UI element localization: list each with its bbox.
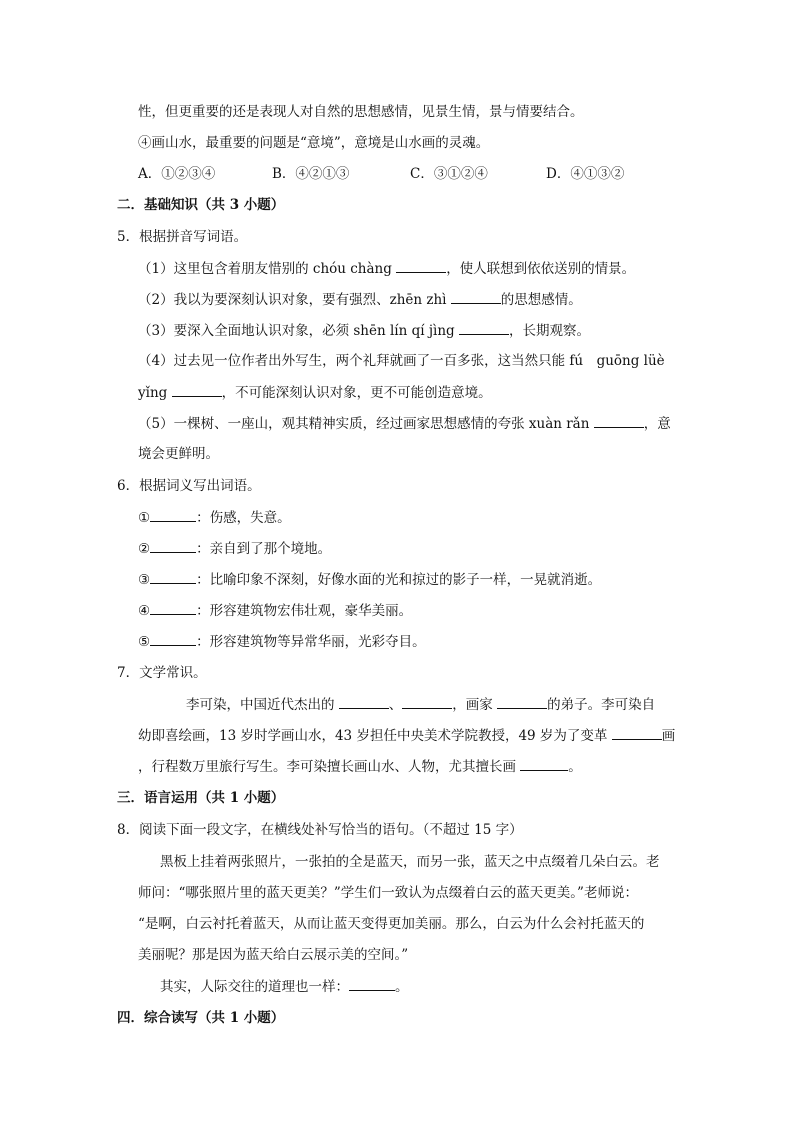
item-definition: ：伤感，失意。 — [196, 510, 291, 526]
q6-stem: 6．根据词义写出词语。 — [117, 478, 261, 494]
q7-text: 的弟子。李可染自 — [547, 697, 656, 713]
section-2-heading: 二．基础知识（共 3 小题） — [117, 197, 285, 213]
answer-blank[interactable] — [150, 569, 196, 584]
answer-blank[interactable] — [402, 694, 452, 709]
option-b: B．④②①③ — [272, 166, 350, 182]
q4-text-line: 性，但更重要的还是表现人对自然的思想感情，见景生情，景与情要结合。 — [138, 104, 584, 120]
q7-text: 幼即喜绘画，13 岁时学画山水，43 岁担任中央美术学院教授，49 岁为了变革 — [138, 728, 608, 744]
q5-item-5-cont: 境会更鲜明。 — [138, 446, 219, 462]
q5-item-2-text: （2）我以为要深刻认识对象，要有强烈、zhēn zhì — [138, 292, 447, 308]
item-number: ④ — [138, 603, 151, 619]
q7-paragraph-line — [138, 725, 675, 746]
answer-blank[interactable] — [459, 320, 509, 335]
q5-item-1 — [138, 258, 635, 279]
q5-item-5-text: （5）一棵树、一座山，观其精神实质，经过画家思想感情的夸张 xuàn rǎn — [138, 416, 590, 432]
q8-passage-line: “是啊，白云衬托着蓝天，从而让蓝天变得更加美丽。那么，白云为什么会衬托蓝天的 — [138, 916, 645, 932]
option-c: C．③①②④ — [410, 166, 488, 182]
q5-item-1-text: （1）这里包含着朋友惜别的 chóu chàng — [138, 261, 392, 277]
q4-item-4: ④画山水，最重要的问题是“意境”，意境是山水画的灵魂。 — [138, 135, 490, 151]
item-definition: ：比喻印象不深刻，好像水面的光和掠过的影子一样，一晃就消逝。 — [196, 572, 602, 588]
q6-item — [138, 631, 426, 652]
q5-item-4-rest: ，不可能深刻认识对象，更不可能创造意境。 — [221, 385, 492, 401]
item-definition: ：亲自到了那个境地。 — [196, 541, 332, 557]
q7-text: 。 — [568, 759, 582, 775]
item-number: ② — [138, 541, 151, 557]
answer-blank[interactable] — [150, 600, 196, 615]
q5-item-4-cont — [138, 382, 492, 403]
q7-text: 、 — [388, 697, 403, 713]
q7-text: ，画家 — [452, 697, 493, 713]
q8-text: 其实，人际交往的道理也一样： — [160, 979, 349, 995]
answer-blank[interactable] — [451, 289, 501, 304]
q7-paragraph-line — [186, 694, 655, 715]
q5-item-2 — [138, 289, 582, 310]
option-d: D．④①③② — [546, 166, 625, 182]
answer-blank[interactable] — [349, 976, 395, 991]
q5-item-3-text: （3）要深入全面地认识对象，必须 shēn lín qí jìng — [138, 323, 455, 339]
answer-blank[interactable] — [497, 694, 547, 709]
item-number: ⑤ — [138, 634, 151, 650]
q8-passage-line: 美丽呢？那是因为蓝天给白云展示美的空间。” — [138, 947, 409, 963]
q7-text: 画 — [661, 728, 676, 744]
q6-item — [138, 507, 291, 528]
answer-blank[interactable] — [150, 507, 196, 522]
item-definition: ：形容建筑物宏伟壮观，豪华美丽。 — [196, 603, 413, 619]
answer-blank[interactable] — [612, 725, 662, 740]
q5-item-1-rest: ，使人联想到依依送别的情景。 — [446, 261, 636, 277]
q5-item-5-rest: ，意 — [643, 416, 671, 432]
q7-text: 李可染，中国近代杰出的 — [186, 697, 335, 713]
q7-stem: 7．文学常识。 — [117, 665, 207, 681]
q5-item-3 — [138, 320, 590, 341]
answer-blank[interactable] — [594, 413, 644, 428]
answer-blank[interactable] — [520, 756, 568, 771]
answer-blank[interactable] — [396, 258, 446, 273]
item-number: ③ — [138, 572, 151, 588]
answer-blank[interactable] — [339, 694, 389, 709]
section-3-heading: 三．语言运用（共 1 小题） — [117, 790, 285, 806]
q5-item-4: （4）过去见一位作者出外写生，两个礼拜就画了一百多张，这当然只能 fú guōng lüè — [138, 353, 665, 369]
q5-item-4-pinyin: yǐng — [138, 385, 168, 401]
q6-item — [138, 538, 331, 559]
answer-blank[interactable] — [150, 631, 196, 646]
q5-item-2-rest: 的思想感情。 — [500, 292, 582, 308]
q8-text: 。 — [395, 979, 409, 995]
q7-text: ，行程数万里旅行写生。李可染擅长画山水、人物，尤其擅长画 — [138, 759, 516, 775]
q8-stem: 8．阅读下面一段文字，在横线处补写恰当的语句。（不超过 15 字） — [117, 822, 523, 838]
q5-item-3-rest: ，长期观察。 — [509, 323, 590, 339]
q5-stem: 5．根据拼音写词语。 — [117, 229, 248, 245]
q8-passage-line — [160, 976, 409, 997]
q6-item — [138, 569, 601, 590]
item-number: ① — [138, 510, 151, 526]
q5-item-5 — [138, 413, 671, 434]
answer-blank[interactable] — [172, 382, 222, 397]
option-a: A．①②③④ — [138, 166, 216, 182]
item-definition: ：形容建筑物等异常华丽，光彩夺目。 — [196, 634, 426, 650]
q8-passage-line: 师问：“哪张照片里的蓝天更美？”学生们一致认为点缀着白云的蓝天更美。”老师说： — [138, 885, 638, 901]
answer-blank[interactable] — [150, 538, 196, 553]
q6-item — [138, 600, 412, 621]
q7-paragraph-line — [138, 756, 582, 777]
q8-passage-line: 黑板上挂着两张照片，一张拍的全是蓝天，而另一张，蓝天之中点缀着几朵白云。老 — [160, 854, 660, 870]
section-4-heading: 四．综合读写（共 1 小题） — [117, 1010, 285, 1026]
